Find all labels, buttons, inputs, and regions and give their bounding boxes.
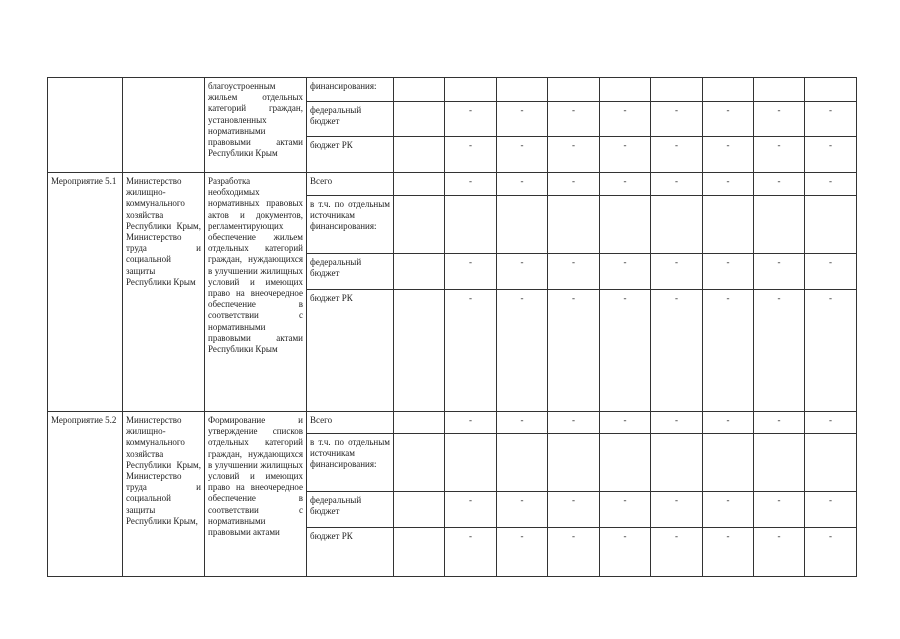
event-name: Мероприятие 5.2 bbox=[48, 412, 123, 577]
value-cell: - bbox=[445, 412, 497, 434]
funding-source-label: федеральный бюджет bbox=[307, 254, 394, 290]
funding-source-label: бюджет РК bbox=[307, 137, 394, 173]
value-cell: - bbox=[600, 528, 651, 577]
funding-source-label: Всего bbox=[307, 412, 394, 434]
value-cell: - bbox=[548, 290, 600, 412]
value-cell: - bbox=[445, 254, 497, 290]
value-cell: - bbox=[754, 254, 805, 290]
table-row bbox=[48, 173, 857, 196]
value-cell: - bbox=[651, 254, 703, 290]
value-cell: - bbox=[805, 102, 857, 137]
value-cell: - bbox=[754, 412, 805, 434]
table-row bbox=[48, 78, 857, 102]
value-cell: - bbox=[703, 412, 754, 434]
program-table bbox=[47, 77, 857, 577]
value-cell: - bbox=[497, 102, 548, 137]
value-cell: - bbox=[600, 254, 651, 290]
value-cell: - bbox=[651, 412, 703, 434]
value-cell: - bbox=[805, 254, 857, 290]
value-cell: - bbox=[600, 102, 651, 137]
value-cell: - bbox=[445, 137, 497, 173]
value-cell: - bbox=[805, 137, 857, 173]
value-cell: - bbox=[651, 137, 703, 173]
value-cell: - bbox=[805, 528, 857, 577]
value-cell: - bbox=[445, 290, 497, 412]
value-cell: - bbox=[703, 290, 754, 412]
funding-source-label: федеральный бюджет bbox=[307, 102, 394, 137]
value-cell: - bbox=[445, 492, 497, 528]
event-description: Разработка необходимых нормативных правовых актов и документов, регламентирующих обеспечение жильем отдельных категорий граждан, нуждающихся в улучшении жилищных условий и имеющих право на внеочередное обеспечение в соответствии с нормативными правовыми актами Республики Крым bbox=[205, 173, 307, 412]
value-cell: - bbox=[651, 290, 703, 412]
value-cell: - bbox=[548, 528, 600, 577]
value-cell: - bbox=[805, 173, 857, 196]
value-cell: - bbox=[754, 102, 805, 137]
funding-source-label: в т.ч. по отдельным источникам финансирования: bbox=[307, 196, 394, 254]
value-cell: - bbox=[497, 254, 548, 290]
value-cell: - bbox=[497, 173, 548, 196]
event-executors: Министерство жилищно-коммунального хозяйства Республики Крым, Министерство труда и социальной защиты Республики Крым bbox=[123, 173, 205, 412]
value-cell: - bbox=[651, 492, 703, 528]
event-name: Мероприятие 5.1 bbox=[48, 173, 123, 412]
value-cell: - bbox=[445, 102, 497, 137]
value-cell: - bbox=[651, 102, 703, 137]
event-cell-empty bbox=[48, 78, 123, 173]
value-cell: - bbox=[651, 528, 703, 577]
funding-source-label: в т.ч. по отдельным источникам финансирования: bbox=[307, 434, 394, 492]
value-cell: - bbox=[805, 290, 857, 412]
value-cell: - bbox=[600, 290, 651, 412]
event-description: Формирование и утверждение списков отдельных категорий граждан, нуждающихся в улучшении жилищных условий и имеющих право на внеочередное обеспечение в соответствии с нормативными правовыми актами bbox=[205, 412, 307, 577]
funding-source-label: бюджет РК bbox=[307, 528, 394, 577]
value-cell: - bbox=[805, 412, 857, 434]
value-cell: - bbox=[548, 254, 600, 290]
value-cell: - bbox=[548, 173, 600, 196]
funding-source-label: бюджет РК bbox=[307, 290, 394, 412]
funding-source-label: федеральный бюджет bbox=[307, 492, 394, 528]
value-cell: - bbox=[754, 173, 805, 196]
value-cell: - bbox=[548, 412, 600, 434]
funding-source-label: Всего bbox=[307, 173, 394, 196]
value-cell: - bbox=[445, 173, 497, 196]
value-cell: - bbox=[497, 290, 548, 412]
value-cell: - bbox=[703, 528, 754, 577]
event-executors: Министерство жилищно-коммунального хозяйства Республики Крым, Министерство труда и социальной защиты Республики Крым, bbox=[123, 412, 205, 577]
value-cell: - bbox=[548, 102, 600, 137]
value-cell: - bbox=[754, 528, 805, 577]
value-cell: - bbox=[805, 492, 857, 528]
value-cell: - bbox=[497, 137, 548, 173]
value-cell: - bbox=[703, 254, 754, 290]
value-cell: - bbox=[497, 492, 548, 528]
value-cell: - bbox=[703, 137, 754, 173]
value-cell: - bbox=[445, 528, 497, 577]
value-cell: - bbox=[548, 492, 600, 528]
value-cell: - bbox=[600, 137, 651, 173]
executor-cell-empty bbox=[123, 78, 205, 173]
value-cell: - bbox=[703, 102, 754, 137]
value-cell: - bbox=[600, 173, 651, 196]
funding-source-label: финансирования: bbox=[307, 78, 394, 102]
value-cell: - bbox=[651, 173, 703, 196]
value-cell: - bbox=[754, 290, 805, 412]
value-cell: - bbox=[497, 412, 548, 434]
table-row bbox=[48, 412, 857, 434]
value-cell: - bbox=[754, 492, 805, 528]
value-cell: - bbox=[703, 492, 754, 528]
value-cell: - bbox=[548, 137, 600, 173]
value-cell: - bbox=[600, 492, 651, 528]
goal-description: благоустроенным жильем отдельных категорий граждан, установленных нормативными правовыми актами Республики Крым bbox=[205, 78, 307, 173]
value-cell: - bbox=[600, 412, 651, 434]
value-cell: - bbox=[754, 137, 805, 173]
value-cell: - bbox=[497, 528, 548, 577]
value-cell: - bbox=[703, 173, 754, 196]
